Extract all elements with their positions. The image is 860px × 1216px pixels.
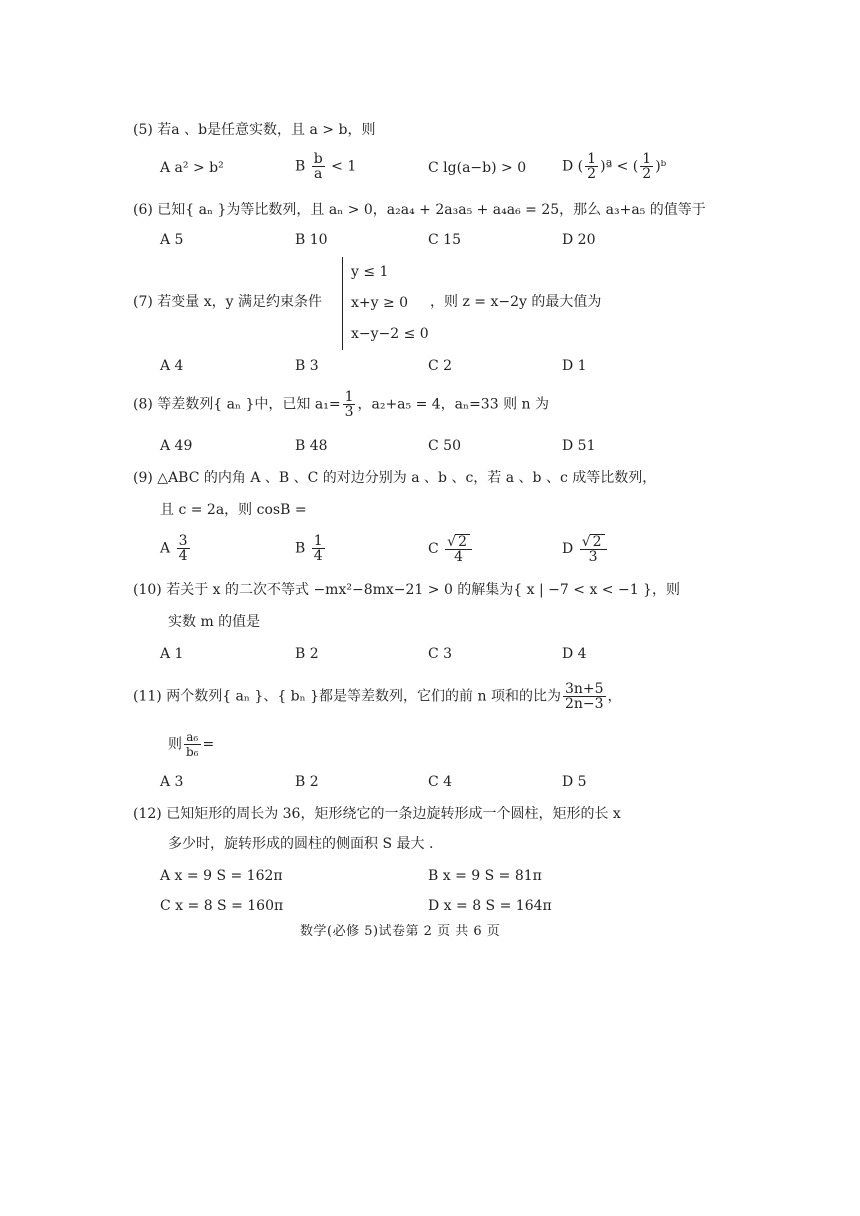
option-b (295, 152, 356, 181)
option-b: B 2 (295, 774, 319, 790)
question-stem: 若a 、b是任意实数，且 a > b，则 (157, 122, 376, 138)
constraint-3: x−y−2 ≤ 0 (351, 326, 429, 342)
denominator: a (314, 166, 323, 182)
option-c: C 4 (428, 774, 453, 790)
option-label: D (562, 541, 574, 557)
option-c: C 15 (428, 232, 461, 248)
sqrt-sign: √ (447, 534, 457, 550)
question-8 (133, 390, 549, 419)
numerator (445, 534, 472, 550)
question-number: (12) (133, 806, 162, 822)
option-d: D 51 (562, 438, 596, 454)
option-a: A 49 (160, 438, 193, 454)
option-a: A x = 9 S = 162π (160, 868, 283, 884)
question-stem: 已知矩形的周长为 36，矩形绕它的一条边旋转形成一个圆柱，矩形的长 x (166, 806, 621, 822)
numerator: 1 (344, 389, 354, 405)
denominator: 3 (344, 404, 354, 420)
question-number: (11) (133, 688, 162, 705)
question-stem-line2: 实数 m 的值是 (168, 614, 261, 630)
option-text: )ª < ( (600, 158, 639, 175)
option-a (160, 534, 192, 563)
option-d: D 1 (562, 358, 587, 374)
question-6 (133, 200, 706, 220)
option-label: C (428, 541, 439, 557)
option-b: B 48 (295, 438, 328, 454)
option-b: B 2 (295, 646, 319, 662)
fraction (184, 730, 201, 759)
option-b: B x = 9 S = 81π (428, 868, 542, 884)
option-b (295, 534, 327, 563)
fraction (343, 390, 356, 419)
fraction (563, 682, 606, 711)
question-number: (10) (133, 582, 162, 598)
radicand: 2 (590, 534, 605, 549)
fraction (177, 534, 190, 563)
option-c: C lg(a−b) > 0 (428, 160, 527, 176)
question-number: (5) (133, 122, 153, 138)
denominator: 3 (588, 549, 598, 565)
question-stem: △ABC 的内角 A 、B 、C 的对边分别为 a 、b 、c，若 a 、b 、c 成等比数列， (157, 470, 657, 486)
option-label: B (295, 158, 306, 175)
question-stem-tail: ，则 z = x−2y 的最大值为 (430, 294, 602, 310)
fraction (640, 152, 653, 181)
option-a: A a² > b² (160, 160, 224, 176)
numerator: 1 (313, 533, 323, 549)
option-a: A 5 (160, 232, 184, 248)
option-b: B 3 (295, 358, 319, 374)
question-stem-line2 (168, 730, 214, 759)
option-d: D 20 (562, 232, 596, 248)
option-d (562, 152, 666, 181)
denominator: 2 (642, 166, 652, 182)
denominator: 4 (454, 549, 464, 565)
option-c: C 2 (428, 358, 453, 374)
option-label: A (160, 540, 171, 557)
sqrt-sign: √ (581, 534, 591, 550)
page-footer: 数学(必修 5)试卷第 2 页 共 6 页 (300, 924, 501, 939)
option-d (562, 534, 609, 564)
question-stem-tail: ， (607, 688, 622, 705)
question-stem-tail: ，a₂+a₅ = 4，aₙ=33 则 n 为 (357, 396, 549, 413)
constraint-system (342, 257, 429, 350)
option-text: )ᵇ (655, 158, 667, 175)
question-number: (7) (133, 294, 153, 310)
option-text: < 1 (331, 158, 357, 175)
question-number: (8) (133, 396, 153, 413)
denominator: 4 (313, 548, 323, 564)
numerator: 1 (642, 151, 652, 167)
numerator: 3n+5 (564, 681, 604, 697)
numerator: b (313, 151, 323, 167)
numerator: 3 (178, 533, 188, 549)
question-7 (133, 292, 322, 312)
option-a: A 4 (160, 358, 184, 374)
fraction (445, 534, 472, 564)
option-c (428, 534, 474, 564)
question-number: (9) (133, 470, 153, 486)
fraction (585, 152, 598, 181)
question-stem-tail: = (202, 736, 215, 753)
question-stem-line2: 多少时，旋转形成的圆柱的侧面积 S 最大 . (168, 836, 434, 852)
fraction (312, 534, 325, 563)
question-number: (6) (133, 202, 153, 218)
option-label: B (295, 540, 306, 557)
question-stem: 若关于 x 的二次不等式 −mx²−8mx−21 > 0 的解集为{ x | −7 < x < −1 }，则 (166, 582, 680, 598)
question-stem: 等差数列{ aₙ }中，已知 a₁= (157, 396, 341, 413)
constraint-2: x+y ≥ 0 (351, 295, 409, 311)
question-stem: 若变量 x，y 满足约束条件 (157, 294, 323, 310)
question-stem: 两个数列{ aₙ }、{ bₙ }都是等差数列，它们的前 n 项和的比为 (166, 688, 561, 705)
option-d: D 4 (562, 646, 587, 662)
question-12 (133, 804, 621, 824)
fraction (312, 152, 325, 181)
option-a: A 3 (160, 774, 184, 790)
option-c: C 3 (428, 646, 453, 662)
option-d: D 5 (562, 774, 587, 790)
question-stem: 则 (168, 736, 182, 753)
radicand: 2 (455, 534, 470, 549)
constraint-1: y ≤ 1 (351, 264, 389, 280)
option-b: B 10 (295, 232, 328, 248)
numerator (580, 534, 607, 550)
question-stem: 已知{ aₙ }为等比数列，且 aₙ > 0，a₂a₄ + 2a₃a₅ + a₄a₆ = 25，那么 a₃+a₅ 的值等于 (157, 202, 706, 218)
denominator: b₆ (186, 745, 199, 759)
numerator: a₆ (184, 730, 201, 745)
question-5 (133, 120, 375, 140)
denominator: 2n−3 (564, 696, 604, 712)
question-9 (133, 468, 656, 488)
denominator: 4 (178, 548, 188, 564)
question-11 (133, 682, 622, 711)
option-a: A 1 (160, 646, 184, 662)
option-c: C 50 (428, 438, 461, 454)
denominator: 2 (587, 166, 597, 182)
option-text: D ( (562, 158, 584, 175)
option-c: C x = 8 S = 160π (160, 898, 284, 914)
option-d: D x = 8 S = 164π (428, 898, 552, 914)
fraction (580, 534, 607, 564)
question-stem-line2: 且 c = 2a，则 cosB = (160, 502, 307, 518)
question-10 (133, 580, 680, 600)
numerator: 1 (587, 151, 597, 167)
